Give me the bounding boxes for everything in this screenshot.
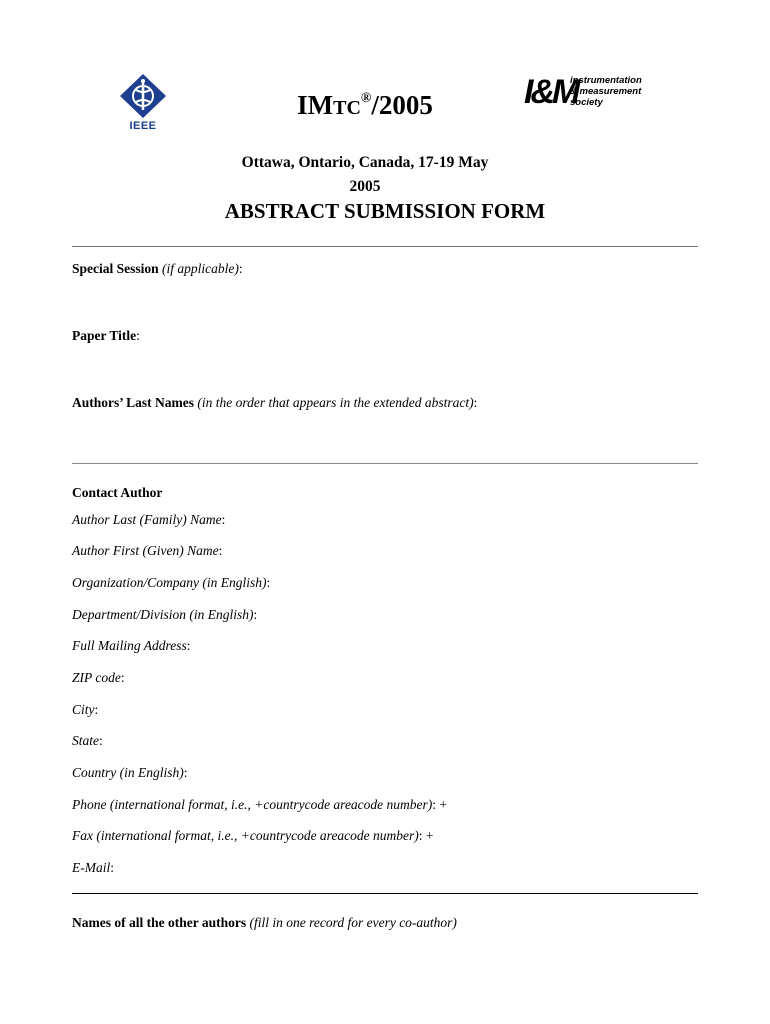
registered-mark: ® [360,91,372,106]
phone-field[interactable]: Phone (international format, i.e., +countrycode areacode number): + [72,797,448,812]
state-field[interactable]: State: [72,733,103,748]
authors-note: (in the order that appears in the extended abstract) [197,395,474,410]
ims-logo-mark: I&M [524,73,578,111]
department-field[interactable]: Department/Division (in English): [72,607,258,622]
form-title: ABSTRACT SUBMISSION FORM [224,199,546,223]
location-line2: 2005 [349,178,381,195]
last-name-field[interactable]: Author Last (Family) Name: [72,512,226,527]
email-field[interactable]: E-Mail: [72,860,115,875]
event-location [0,151,730,199]
first-name-field[interactable]: Author First (Given) Name: [72,543,223,558]
ims-logo-line1: instrumentation [570,75,642,86]
special-session-note: (if applicable) [162,261,239,276]
special-session-label: Special Session [72,261,159,276]
special-session-field[interactable]: Special Session (if applicable): [72,261,243,276]
location-line1: Ottawa, Ontario, Canada, 17-19 May [241,154,489,171]
title-suffix: /2005 [371,90,433,120]
phone-plus: + [439,797,448,812]
authors-field[interactable]: Authors’ Last Names (in the order that appears in the extended abstract): [72,395,478,410]
organization-field[interactable]: Organization/Company (in English): [72,575,271,590]
title-prefix: IM [297,90,334,120]
ims-logo-line2: & measurement [570,86,642,97]
paper-title-label: Paper Title [72,328,137,343]
fax-plus: + [425,828,434,843]
paper-title-field[interactable]: Paper Title: [72,328,140,343]
divider [72,893,698,894]
ims-logo-line3: society [570,97,603,108]
contact-author-heading: Contact Author [72,485,163,500]
ims-logo-words [570,75,642,108]
zip-code-field[interactable]: ZIP code: [72,670,125,685]
country-field[interactable]: Country (in English): [72,765,188,780]
ieee-logo-text: IEEE [129,120,157,132]
city-field[interactable]: City: [72,702,99,717]
other-authors-label: Names of all the other authors [72,915,247,930]
divider [72,463,698,464]
ims-society-logo [524,74,664,112]
title-smallcaps: TC [333,97,361,119]
authors-label: Authors’ Last Names [72,395,194,410]
other-authors-note: (fill in one record for every co-author) [249,915,457,930]
divider [72,246,698,247]
other-authors-heading [72,915,457,931]
mailing-address-field[interactable]: Full Mailing Address: [72,638,191,653]
fax-field[interactable]: Fax (international format, i.e., +countrycode areacode number): + [72,828,434,843]
